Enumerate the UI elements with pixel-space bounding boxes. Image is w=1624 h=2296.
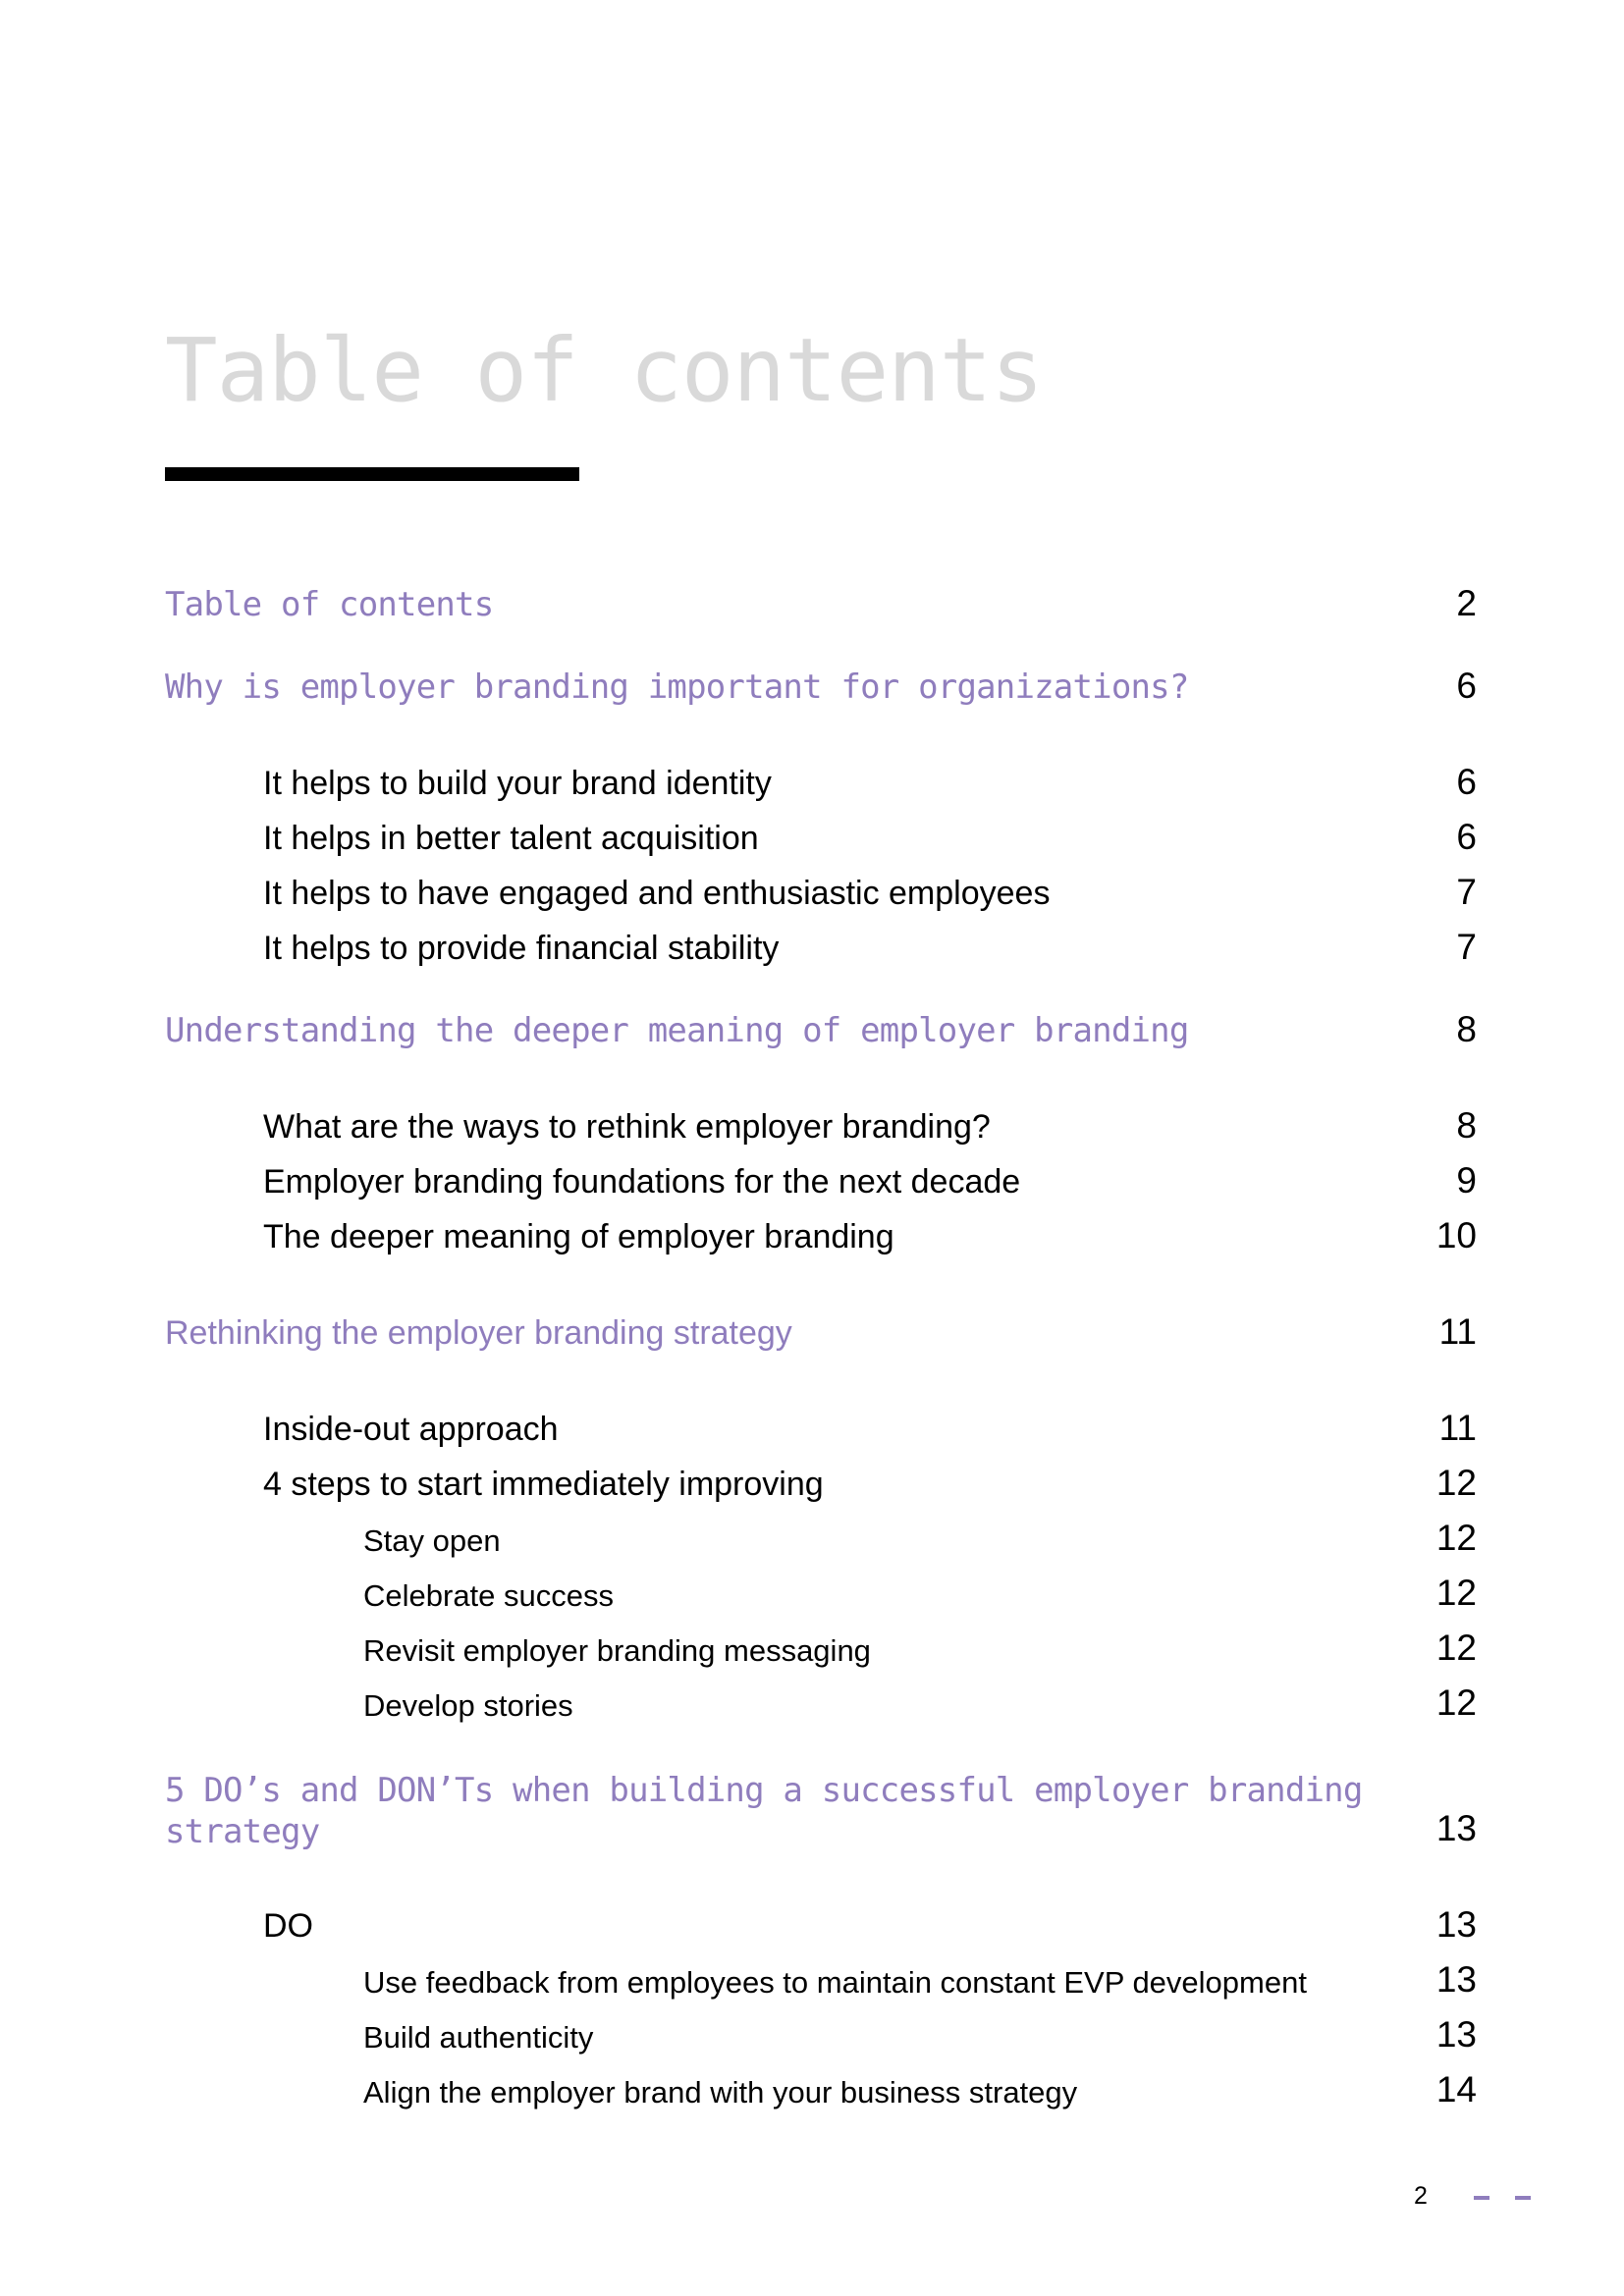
toc-entry-page: 6	[1456, 817, 1477, 857]
toc-entry-title[interactable]: Build authenticity	[363, 2020, 594, 2055]
toc-entry-title[interactable]: Rethinking the employer branding strategy	[165, 1314, 792, 1352]
toc-entry[interactable]	[0, 817, 1624, 857]
toc-entry[interactable]	[0, 1160, 1624, 1201]
toc-entry-page: 6	[1456, 762, 1477, 802]
toc-entry[interactable]	[0, 1311, 1624, 1352]
toc-entry-page: 12	[1435, 1463, 1477, 1503]
toc-entry[interactable]	[0, 1463, 1624, 1503]
toc-entry-title[interactable]: Develop stories	[363, 1688, 573, 1723]
footer-page-number: 2	[1414, 2182, 1428, 2210]
toc-entry[interactable]	[0, 1518, 1624, 1558]
toc-entry-page: 13	[1435, 1808, 1477, 1848]
toc-entry-title[interactable]: DO	[263, 1907, 313, 1945]
toc-entry-title[interactable]: Understanding the deeper meaning of employer branding	[165, 1011, 1189, 1050]
toc-entry-title[interactable]: It helps to have engaged and enthusiastic employees	[263, 875, 1051, 912]
toc-entry[interactable]	[0, 1904, 1624, 1945]
footer-dash-decoration	[1515, 2196, 1531, 2200]
toc-entry-title[interactable]: Inside-out approach	[263, 1411, 559, 1448]
toc-entry[interactable]	[0, 1408, 1624, 1448]
toc-entry-title[interactable]: Stay open	[363, 1523, 501, 1558]
toc-entry-page: 14	[1435, 2069, 1477, 2109]
toc-entry-title[interactable]: It helps to build your brand identity	[263, 765, 772, 802]
toc-entry[interactable]	[0, 583, 1624, 624]
toc-entry[interactable]	[0, 1215, 1624, 1255]
toc-entry-title[interactable]: Align the employer brand with your business strategy	[363, 2075, 1078, 2109]
toc-entry-page: 13	[1435, 1959, 1477, 2000]
toc-entry-page: 11	[1438, 1311, 1477, 1352]
toc-entry-page: 12	[1435, 1518, 1477, 1558]
toc-entry[interactable]	[0, 927, 1624, 967]
toc-entry[interactable]	[0, 666, 1624, 707]
toc-entry-title[interactable]: Employer branding foundations for the next decade	[263, 1163, 1021, 1201]
toc-entry-title[interactable]: Use feedback from employees to maintain constant EVP development	[363, 1965, 1307, 2000]
toc-entry-page: 10	[1435, 1215, 1477, 1255]
toc-entry-page: 7	[1456, 872, 1477, 912]
toc-entry[interactable]	[0, 1105, 1624, 1146]
title-underline	[165, 467, 579, 481]
toc-entry-title[interactable]: It helps in better talent acquisition	[263, 820, 759, 857]
toc-entry[interactable]	[0, 762, 1624, 802]
toc-entry[interactable]	[0, 2014, 1624, 2055]
page-title: Table of contents	[165, 319, 1043, 421]
toc-entry-title[interactable]: The deeper meaning of employer branding	[263, 1218, 894, 1255]
toc-entry-page: 9	[1456, 1160, 1477, 1201]
toc-entry[interactable]	[0, 1628, 1624, 1668]
toc-entry-page: 13	[1435, 1904, 1477, 1945]
toc-entry-page: 8	[1456, 1105, 1477, 1146]
toc-entry[interactable]	[0, 2069, 1624, 2109]
toc-entry[interactable]	[0, 1771, 1624, 1851]
toc-entry[interactable]	[0, 1573, 1624, 1613]
toc-entry-page: 12	[1435, 1628, 1477, 1668]
toc-entry-title[interactable]: Table of contents	[165, 585, 494, 624]
toc-entry[interactable]	[0, 1682, 1624, 1723]
toc-entry-page: 12	[1435, 1573, 1477, 1613]
toc-entry-page: 11	[1438, 1408, 1477, 1448]
toc-entry-title[interactable]: Celebrate success	[363, 1578, 615, 1613]
toc-entry[interactable]	[0, 1959, 1624, 2000]
toc-entry-title[interactable]: It helps to provide financial stability	[263, 930, 780, 967]
toc-entry[interactable]	[0, 872, 1624, 912]
toc-entry[interactable]	[0, 1009, 1624, 1050]
toc-entry-title[interactable]: 4 steps to start immediately improving	[263, 1466, 824, 1503]
toc-entry-page: 2	[1456, 583, 1477, 623]
toc-entry-title[interactable]: What are the ways to rethink employer branding?	[263, 1108, 991, 1146]
toc-entry-title[interactable]: 5 DO’s and DON’Ts when building a successful employer branding strategy	[165, 1771, 1363, 1851]
toc-entry-page: 6	[1456, 666, 1477, 706]
toc-entry-page: 7	[1456, 927, 1477, 967]
toc-entry-title[interactable]: Revisit employer branding messaging	[363, 1633, 871, 1668]
toc-entry-page: 8	[1456, 1009, 1477, 1049]
toc-entry-page: 12	[1435, 1682, 1477, 1723]
footer-dash-decoration	[1474, 2196, 1489, 2200]
toc-entry-page: 13	[1435, 2014, 1477, 2055]
toc-entry-title[interactable]: Why is employer branding important for organizations?	[165, 667, 1189, 707]
